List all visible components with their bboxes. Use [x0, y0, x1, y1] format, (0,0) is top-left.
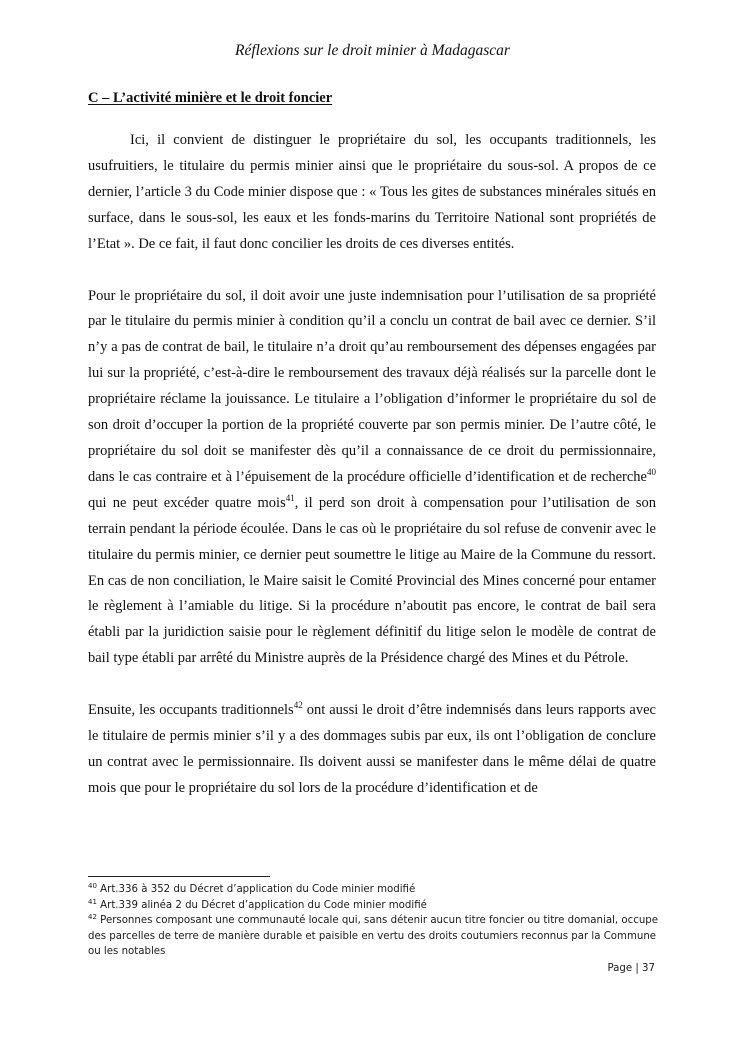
footnote-text: Art.336 à 352 du Décret d’application du Code minier modifié: [96, 884, 416, 895]
footnote-ref-41[interactable]: 41: [285, 492, 295, 503]
page-number: Page | 37: [607, 963, 655, 974]
paragraph-2-text-b: qui ne peut excéder quatre mois: [88, 494, 286, 511]
paragraph-2-text-c: , il perd son droit à compensation pour l’utilisation de son terrain pendant la période écoulée. Dans le cas où le propriétaire du sol refuse de convenir avec le titulaire du permis minier, ce dernier peut soumettre le litige au Maire de la Commune du ressort. En cas de non conciliation, le Maire saisit le Comité Provincial des Mines concerné pour entamer le règlement à l’amiable du litige. Si la procédure n’aboutit pas encore, le contrat de bail sera établi par la juridiction saisie pour le règlement définitif du litige selon le modèle de contrat de bail type établi par arrêté du Ministre auprès de la Présidence chargé des Mines et du Pétrole.: [88, 494, 656, 667]
footnote-number: 41: [88, 897, 97, 906]
paragraph-3-text-b: ont aussi le droit d’être indemnisés dans leurs rapports avec le titulaire de permis minier s’il y a des dommages subis par eux, ils ont l’obligation de conclure un contrat avec le permissionnaire. Ils doivent aussi se manifester dans le même délai de quatre mois que pour le propriétaire du sol lors de la procédure d’identification et de: [88, 702, 656, 796]
paragraph-3: [88, 698, 656, 802]
footnote-separator: [88, 876, 270, 877]
footnote-text: Personnes composant une communauté locale qui, sans détenir aucun titre foncier ou titre domanial, occupe des parcelles de terre de manière durable et paisible en vertu des droits coutumiers reconnus par la Commune ou les notables: [88, 915, 659, 958]
footnotes: [88, 882, 660, 960]
paragraph-2-text-a: Pour le propriétaire du sol, il doit avoir une juste indemnisation pour l’utilisation de sa propriété par le titulaire du permis minier à condition qu’il a conclu un contrat de bail avec ce dernier. S’il n’y a pas de contrat de bail, le titulaire n’a droit qu’au remboursement des dépenses engagées par lui sur la propriété, c’est-à-dire le remboursement des travaux déjà réalisés sur la parcelle dont le propriétaire réclame la jouissance. Le titulaire a l’obligation d’informer le propriétaire du sol de son droit d’occuper la portion de la propriété couverte par son permis minier. De l’autre côté, le propriétaire du sol doit se manifester dès qu’il a connaissance de ce droit du permissionnaire, dans le cas contraire et à l’épuisement de la procédure officielle d’identification et de recherche: [88, 287, 656, 485]
footnote-ref-42[interactable]: 42: [293, 700, 303, 711]
paragraph-3-text-a: Ensuite, les occupants traditionnels: [88, 702, 294, 719]
section-heading: C – L’activité minière et le droit foncier: [88, 90, 333, 106]
footnote-number: 42: [88, 913, 97, 922]
body-text: [88, 128, 656, 802]
footnote-42: [88, 913, 660, 960]
footnote-number: 40: [88, 882, 97, 890]
paragraph-2: [88, 284, 656, 673]
footnote-ref-40[interactable]: 40: [647, 466, 656, 477]
footnote-text: Art.339 alinéa 2 du Décret d’application du Code minier modifié: [96, 899, 427, 911]
footnote-40: [88, 882, 660, 898]
footnote-41: [88, 898, 660, 914]
running-header: Réflexions sur le droit minier à Madagascar: [235, 42, 510, 59]
paragraph-1: Ici, il convient de distinguer le propriétaire du sol, les occupants traditionnels, les usufruitiers, le titulaire du permis minier ainsi que le propriétaire du sous-sol. A propos de ce dernier, l’article 3 du Code minier dispose que : « Tous les gites de substances minérales situés en surface, dans le sous-sol, les eaux et les fonds-marins du Territoire National sont propriétés de l’Etat ». De ce fait, il faut donc concilier les droits de ces diverses entités.: [88, 132, 656, 252]
